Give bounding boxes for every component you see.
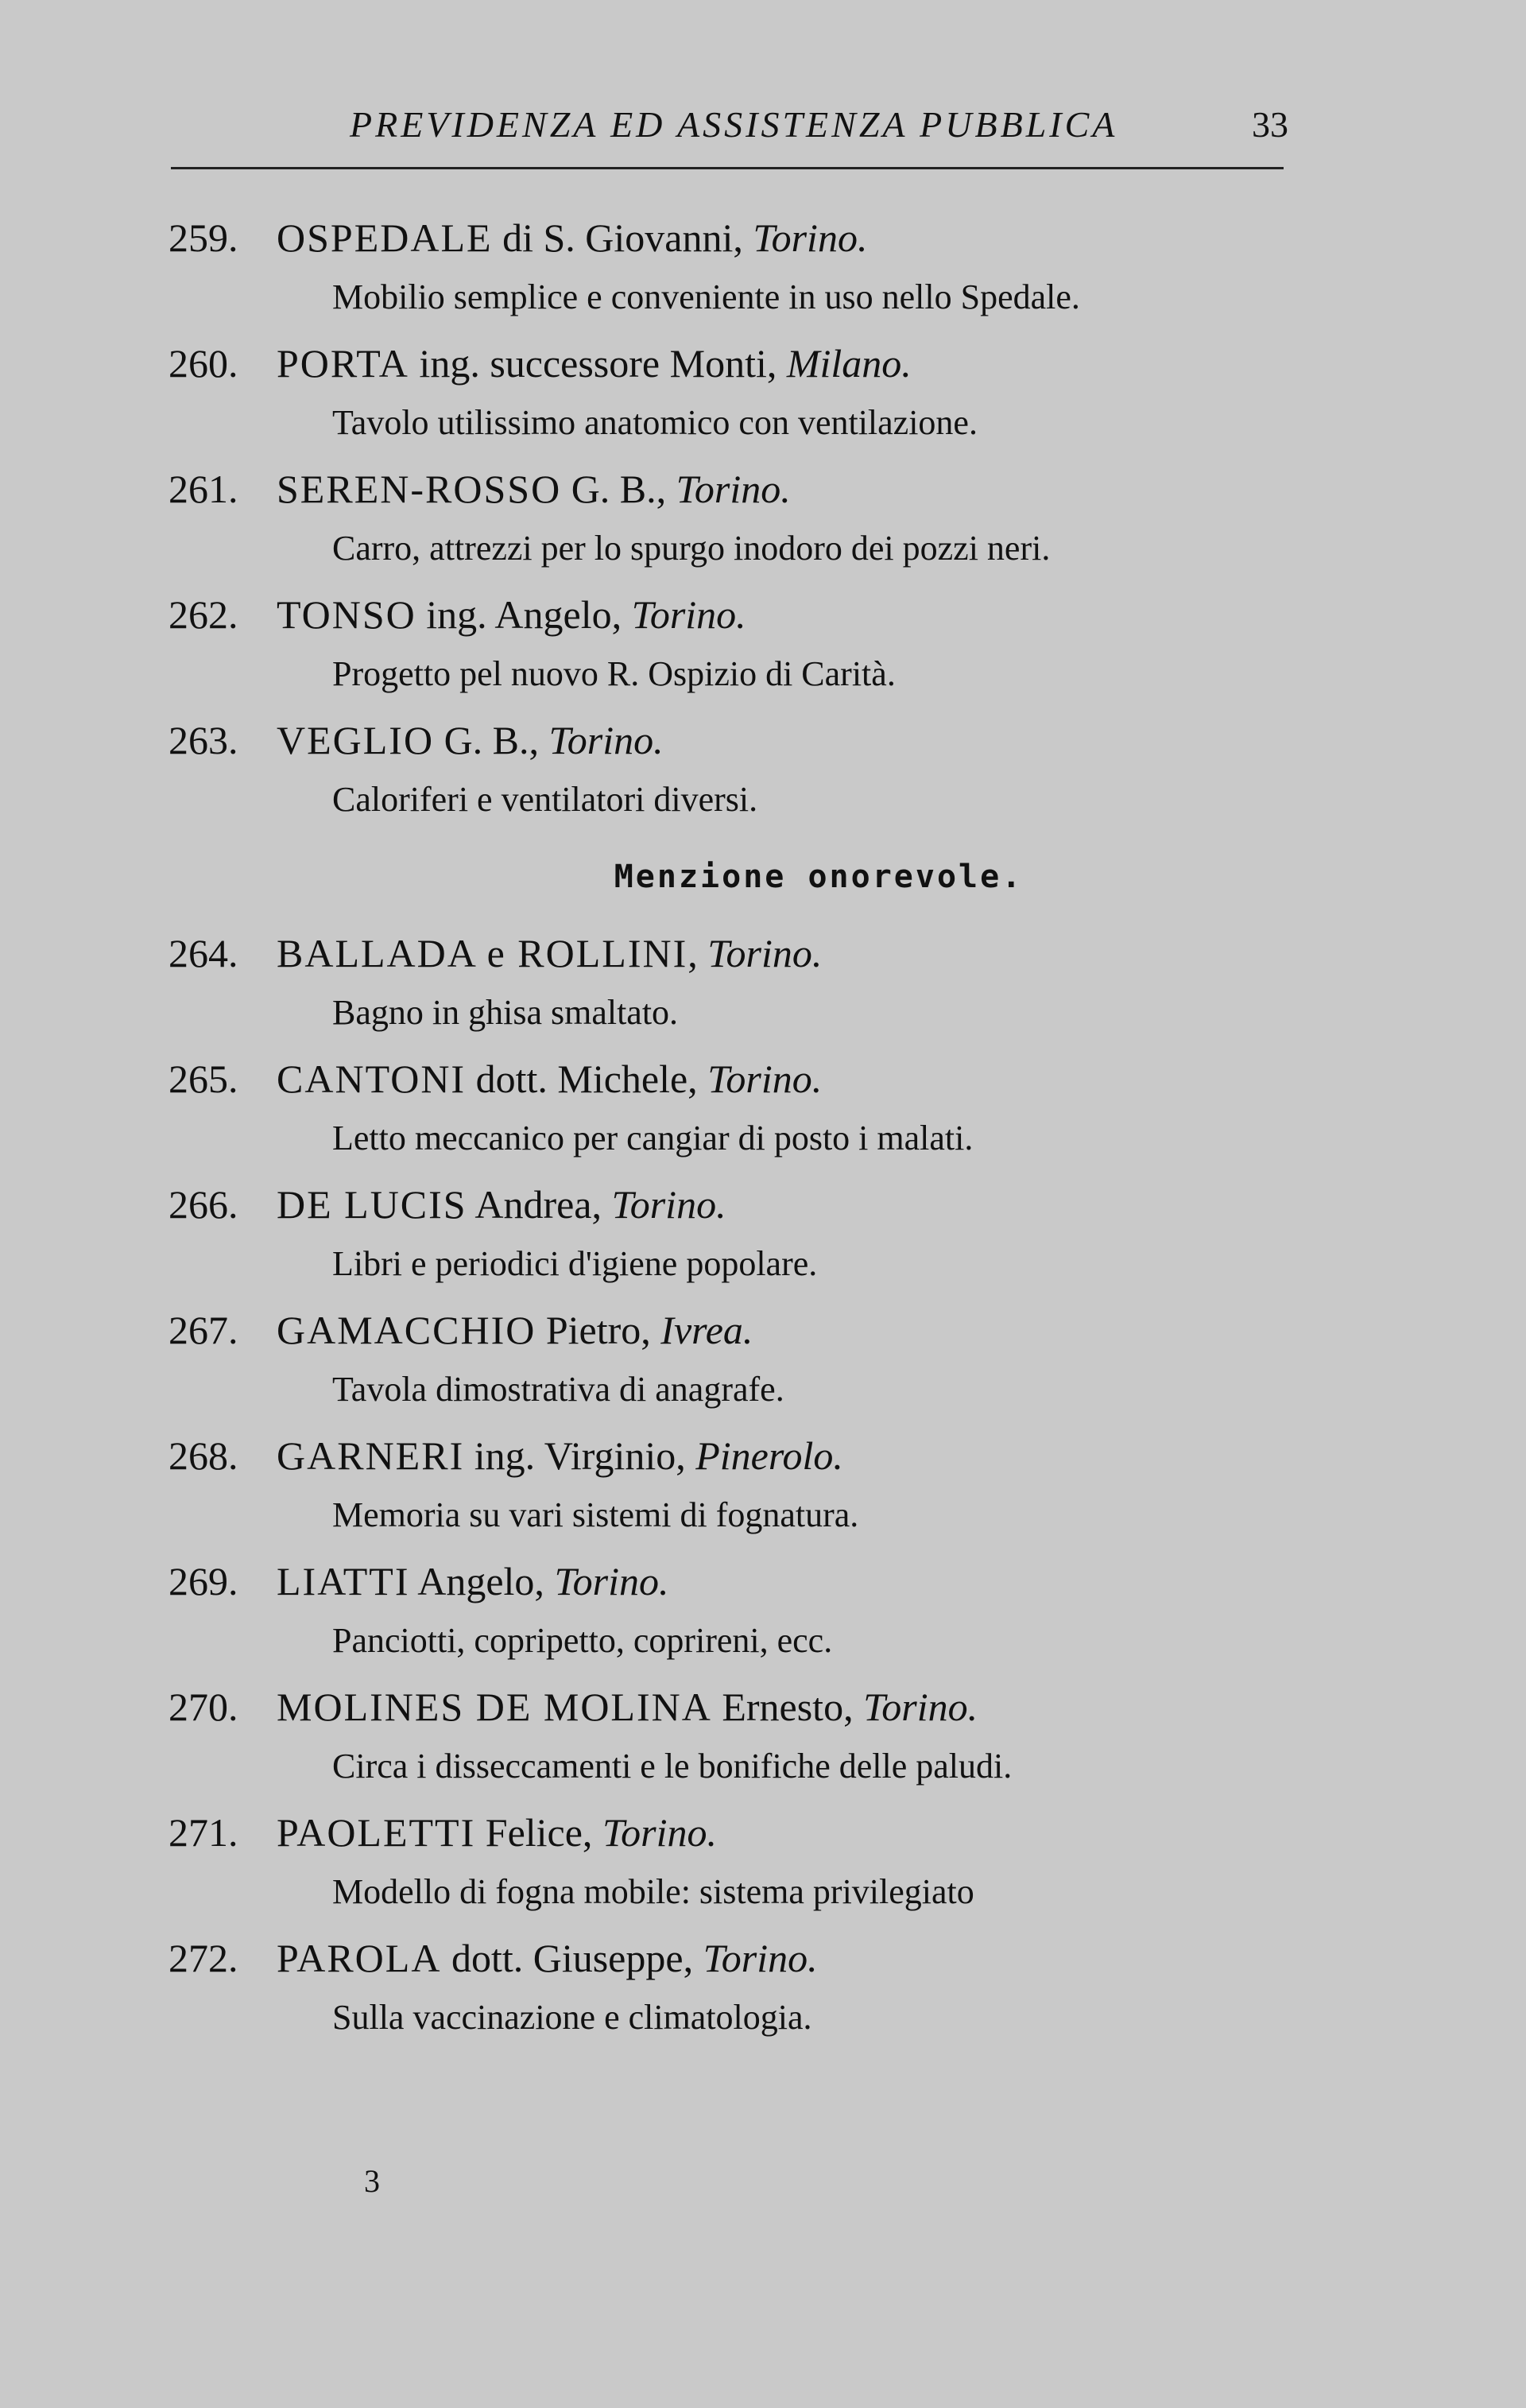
- exhibitor-details: ing. successore Monti,: [409, 341, 787, 386]
- entry-number: 267.: [168, 1308, 238, 1352]
- entry-267: [0, 1307, 1526, 1433]
- entry-description: Tavola dimostrativa di anagrafe.: [332, 1370, 784, 1409]
- entry-number: 264.: [168, 931, 238, 975]
- signature-mark: 3: [364, 2163, 380, 2199]
- exhibitor-surname: MOLINES DE MOLINA: [277, 1685, 712, 1729]
- entry-number: 266.: [168, 1182, 238, 1227]
- entry-exhibitor: [277, 1056, 822, 1102]
- entry-exhibitor: [277, 340, 912, 386]
- exhibitor-surname: PAOLETTI: [277, 1810, 476, 1855]
- entry-261: [0, 466, 1526, 591]
- entry-number: 263.: [168, 718, 238, 762]
- entry-description: Carro, attrezzi per lo spurgo inodoro dei pozzi neri.: [332, 529, 1051, 568]
- entry-description: Letto meccanico per cangiar di posto i malati.: [332, 1119, 974, 1157]
- exhibitor-surname: GARNERI: [277, 1433, 465, 1478]
- exhibitor-city: Torino.: [863, 1685, 978, 1729]
- entry-list: [0, 215, 1526, 2061]
- entry-exhibitor: [277, 1558, 669, 1604]
- exhibitor-surname: BALLADA e ROLLINI: [277, 931, 688, 975]
- entry-description: Panciotti, copripetto, coprireni, ecc.: [332, 1621, 833, 1660]
- entry-description: Circa i disseccamenti e le bonifiche delle paludi.: [332, 1747, 1013, 1786]
- exhibitor-details: Pietro,: [536, 1308, 661, 1352]
- exhibitor-surname: LIATTI: [277, 1559, 410, 1603]
- exhibitor-surname: PORTA: [277, 341, 409, 386]
- exhibitor-details: G. B.,: [434, 718, 549, 762]
- entry-262: [0, 591, 1526, 717]
- running-head: [0, 103, 1526, 151]
- exhibitor-surname: DE LUCIS: [277, 1182, 467, 1227]
- entry-description: Memoria su vari sistemi di fognatura.: [332, 1495, 859, 1534]
- entry-number: 270.: [168, 1685, 238, 1729]
- entry-description: Caloriferi e ventilatori diversi.: [332, 780, 758, 819]
- exhibitor-details: Felice,: [475, 1810, 602, 1855]
- exhibitor-city: Torino.: [676, 467, 791, 511]
- exhibitor-surname: GAMACCHIO: [277, 1308, 536, 1352]
- entry-description: Mobilio semplice e conveniente in uso nello Spedale.: [332, 277, 1080, 316]
- entry-number: 262.: [168, 592, 238, 637]
- exhibitor-details: ing. Angelo,: [416, 592, 632, 637]
- entry-270: [0, 1684, 1526, 1809]
- entry-exhibitor: [277, 215, 867, 261]
- exhibitor-surname: VEGLIO: [277, 718, 435, 762]
- exhibitor-city: Torino.: [703, 1936, 818, 1980]
- running-title: PREVIDENZA ED ASSISTENZA PUBBLICA: [350, 104, 1118, 145]
- entry-260: [0, 340, 1526, 466]
- entry-number: 268.: [168, 1433, 238, 1478]
- exhibitor-surname: OSPEDALE: [277, 215, 493, 260]
- exhibitor-city: Ivrea.: [660, 1308, 753, 1352]
- exhibitor-city: Pinerolo.: [695, 1433, 843, 1478]
- entry-268: [0, 1433, 1526, 1558]
- exhibitor-surname: CANTONI: [277, 1057, 467, 1101]
- exhibitor-city: Torino.: [707, 1057, 823, 1101]
- entry-number: 261.: [168, 467, 238, 511]
- entry-264: [0, 930, 1526, 1056]
- exhibitor-surname: PAROLA: [277, 1936, 442, 1980]
- exhibitor-details: di S. Giovanni,: [492, 215, 753, 260]
- entry-exhibitor: [277, 930, 822, 976]
- entry-exhibitor: [277, 1181, 726, 1227]
- exhibitor-city: Torino.: [707, 931, 823, 975]
- entry-number: 259.: [168, 215, 238, 260]
- entry-description: Bagno in ghisa smaltato.: [332, 993, 679, 1032]
- entry-exhibitor: [277, 1809, 717, 1855]
- exhibitor-details: Andrea,: [467, 1182, 612, 1227]
- entry-exhibitor: [277, 1307, 753, 1353]
- entry-265: [0, 1056, 1526, 1181]
- entry-number: 271.: [168, 1810, 238, 1855]
- exhibitor-details: dott. Michele,: [466, 1057, 708, 1101]
- exhibitor-city: Torino.: [602, 1810, 718, 1855]
- entry-exhibitor: [277, 1935, 818, 1981]
- exhibitor-details: Angelo,: [409, 1559, 555, 1603]
- entry-exhibitor: [277, 1433, 843, 1479]
- entry-number: 269.: [168, 1559, 238, 1603]
- entry-number: 272.: [168, 1936, 238, 1980]
- entry-266: [0, 1181, 1526, 1307]
- exhibitor-details: Ernesto,: [711, 1685, 864, 1729]
- exhibitor-city: Torino.: [753, 215, 868, 260]
- exhibitor-city: Milano.: [786, 341, 912, 386]
- entry-description: Sulla vaccinazione e climatologia.: [332, 1998, 812, 2037]
- entry-description: Tavolo utilissimo anatomico con ventilazione.: [332, 403, 978, 442]
- exhibitor-surname: TONSO: [277, 592, 416, 637]
- exhibitor-surname: SEREN-ROSSO: [277, 467, 562, 511]
- entry-exhibitor: [277, 591, 746, 638]
- entry-259: [0, 215, 1526, 340]
- entry-number: 265.: [168, 1057, 238, 1101]
- section-heading: Menzione onorevole.: [614, 859, 1024, 895]
- entry-exhibitor: [277, 717, 664, 763]
- exhibitor-city: Torino.: [554, 1559, 669, 1603]
- exhibitor-details: G. B.,: [561, 467, 676, 511]
- exhibitor-city: Torino.: [548, 718, 664, 762]
- entry-272: [0, 1935, 1526, 2061]
- entry-exhibitor: [277, 466, 791, 512]
- page-number: 33: [1252, 104, 1288, 145]
- entry-271: [0, 1809, 1526, 1935]
- entry-description: Progetto pel nuovo R. Ospizio di Carità.: [332, 654, 896, 693]
- entry-263: [0, 717, 1526, 843]
- exhibitor-details: ing. Virginio,: [464, 1433, 696, 1478]
- entry-description: Modello di fogna mobile: sistema privilegiato: [332, 1872, 974, 1911]
- entry-number: 260.: [168, 341, 238, 386]
- header-rule: [171, 167, 1284, 169]
- entry-exhibitor: [277, 1684, 978, 1730]
- entry-269: [0, 1558, 1526, 1684]
- exhibitor-details: ,: [687, 931, 708, 975]
- entry-description: Libri e periodici d'igiene popolare.: [332, 1244, 818, 1283]
- exhibitor-city: Torino.: [631, 592, 746, 637]
- exhibitor-details: dott. Giuseppe,: [441, 1936, 703, 1980]
- exhibitor-city: Torino.: [611, 1182, 726, 1227]
